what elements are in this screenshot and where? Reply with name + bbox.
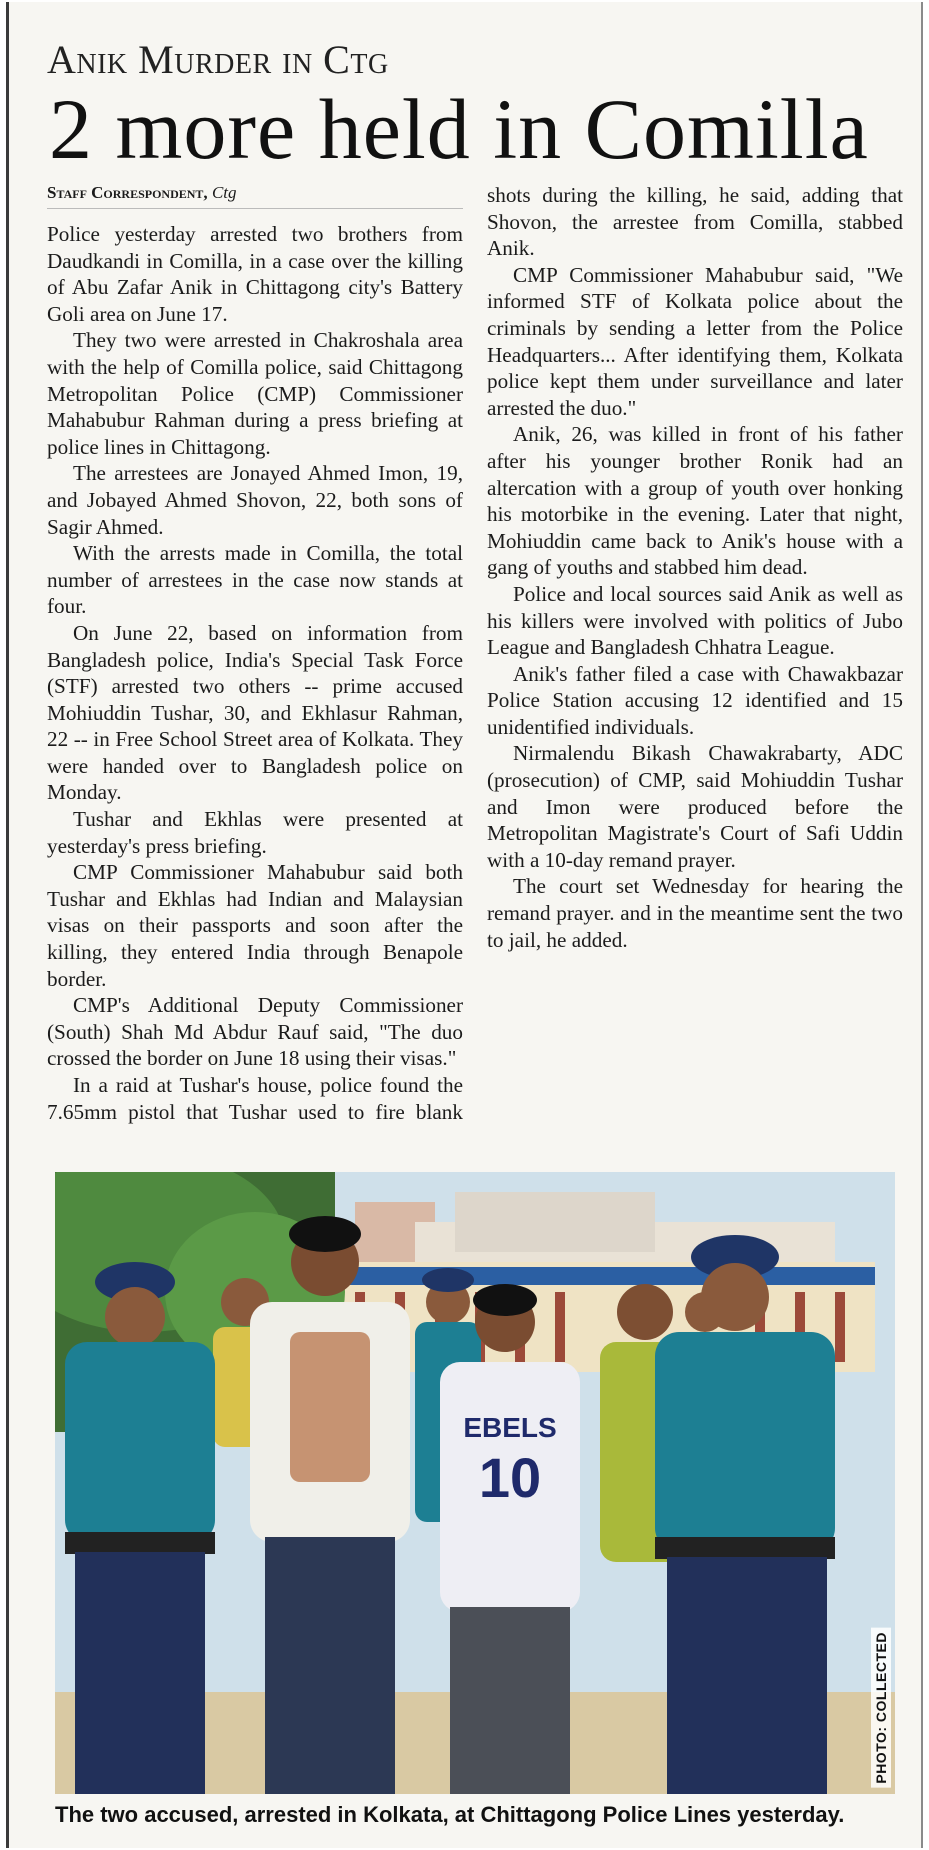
paragraph: The arrestees are Jonayed Ahmed Imon, 19, and Jobayed Ahmed Shovon, 22, both sons of Sagir Ahmed. — [47, 461, 463, 539]
paragraph: On June 22, based on information from Bangladesh police, India's Special Task Force (STF) arrested two others -- prime accused Mohiuddin Tushar, 30, and Ekhlasur Rahman, 22 -- in Free School Street area of Kolkata. They were handed over to Bangladesh police on Monday. — [47, 620, 463, 805]
shirt-number: 10 — [478, 1446, 542, 1509]
paragraph: Anik, 26, was killed in front of his father after his younger brother Ronik had an altercation with a group of youth over honking his motorbike in the evening. Later that night, Mohiuddin came back to Anik's house with a gang of youths and stabbed him dead. — [487, 422, 903, 580]
byline-author: Staff Correspondent, — [47, 183, 208, 202]
paragraph: In a raid at Tushar's house, police found the 7.65mm pistol that Tushar used to fire blank shots during the killing, he said, adding that Shovon, the arrestee from Comilla, stabbed Anik. — [47, 183, 903, 1124]
paragraph: They two were arrested in Chakroshala area with the help of Comilla police, said Chittagong Metropolitan Police (CMP) Commissioner Mahabubur Rahman during a press briefing at police lines in Chittagong. — [47, 328, 463, 459]
article-byline — [47, 182, 463, 209]
news-photo — [55, 1172, 895, 1794]
paragraph: Anik's father filed a case with Chawakbazar Police Station accusing 12 identified and 15 unidentified individuals. — [487, 661, 903, 739]
paragraph: Tushar and Ekhlas were presented at yesterday's press briefing. — [47, 807, 463, 858]
photo-illustration — [55, 1172, 895, 1794]
article-kicker: Anik Murder in Ctg — [47, 37, 389, 82]
paragraph: With the arrests made in Comilla, the total number of arrestees in the case now stands at four. — [47, 541, 463, 619]
newspaper-clipping — [6, 2, 923, 1848]
photo-caption: The two accused, arrested in Kolkata, at Chittagong Police Lines yesterday. — [55, 1802, 845, 1827]
byline-location: Ctg — [211, 183, 237, 202]
article-body — [47, 182, 903, 1142]
paragraph: Police yesterday arrested two brothers from Daudkandi in Comilla, in a case over the killing of Abu Zafar Anik in Chittagong city's Battery Goli area on June 17. — [47, 222, 463, 326]
paragraph: Nirmalendu Bikash Chawakrabarty, ADC (prosecution) of CMP, said Mohiuddin Tushar and Imon were produced before the Metropolitan Magistrate's Court of Safi Uddin with a 10-day remand prayer. — [487, 741, 903, 872]
paragraph: CMP Commissioner Mahabubur said, "We informed STF of Kolkata police about the criminals by sending a letter from the Police Headquarters... After identifying them, Kolkata police kept them under surveillance and later arrested the duo." — [487, 262, 903, 420]
paragraph: The court set Wednesday for hearing the remand prayer. and in the meantime sent the two to jail, he added. — [487, 874, 903, 952]
paragraph: Police and local sources said Anik as well as his killers were involved with politics of Jubo League and Bangladesh Chhatra League. — [487, 581, 903, 660]
photo-credit: PHOTO: COLLECTED — [871, 1628, 891, 1788]
paragraph: CMP's Additional Deputy Commissioner (South) Shah Md Abdur Rauf said, "The duo crossed the border on June 18 using their visas." — [47, 993, 463, 1071]
shirt-text: EBELS — [463, 1412, 557, 1443]
article-headline: 2 more held in Comilla — [49, 81, 869, 177]
paragraph: CMP Commissioner Mahabubur said both Tushar and Ekhlas had Indian and Malaysian visas on their passports and soon after the killing, they entered India through Benapole border. — [47, 860, 463, 991]
